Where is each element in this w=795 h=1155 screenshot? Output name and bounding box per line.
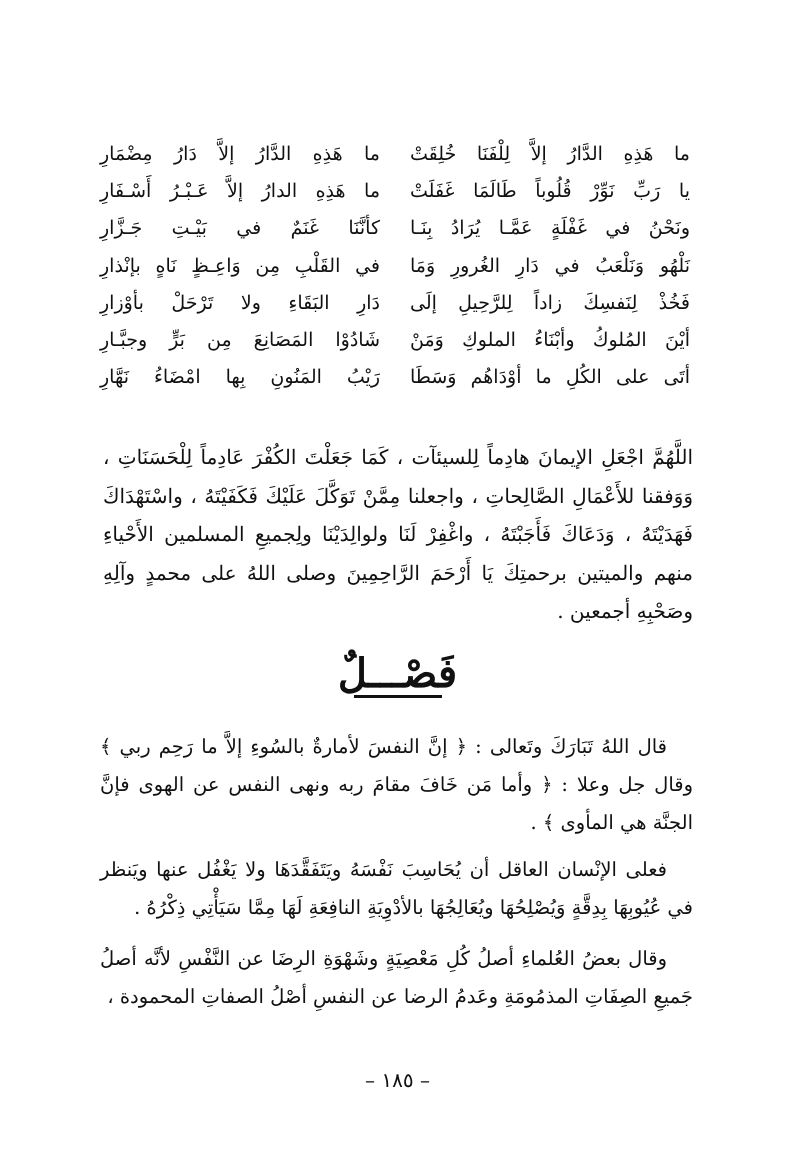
verse-first-hemistich: نَلْهُو وَنَلْعَبُ في دَارِ الغُرورِ وَمَا bbox=[410, 254, 690, 277]
paragraph-scholars-saying: وقال بعضُ العُلماءِ أصلُ كُلِ مَعْصِيَةٍ وشَهْوَةِ الرِضَا عن النَّفْسِ لأنَّه أصلُ جَميعِ الصِفَاتِ المذمُومَةِ وعَدمُ الرضا عن النفسِ أصْلُ الصفاتِ المحمودة ، bbox=[100, 947, 693, 1008]
verse-second-hemistich: دَارِ البَقَاءِ ولا تَرْحَلْ بأوْزارِ bbox=[100, 291, 380, 314]
poem-verse bbox=[100, 284, 690, 321]
verse-second-hemistich: رَيْبُ المَنُونِ بِها امْضَاءُ نَهَّارِ bbox=[100, 366, 380, 389]
verse-second-hemistich: شَادُوْا المَصَانِعَ مِن بَرٍّ وجبَّـارِ bbox=[100, 329, 380, 352]
verse-first-hemistich: ونَحْنُ في غَفْلَةٍ عَمَّـا يُرَادُ بِنَـا bbox=[410, 217, 690, 240]
poem-verse bbox=[100, 247, 690, 284]
verse-second-hemistich: ما هَذِهِ الدارُ إلاَّ عَـبْـرُ أَسْـفَارِ bbox=[100, 179, 380, 202]
poem-verse bbox=[100, 135, 690, 172]
verse-second-hemistich: ما هَذِهِ الدَّارُ إلاَّ دَارُ مِضْمَارِ bbox=[100, 142, 380, 165]
paragraph-self-accounting: فعلى الإنْسان العاقل أن يُحَاسِبَ نَفْسَهُ ويَتَفَقَّدَهَا ولا يَغْفُل عنها ويَنظر في عُيُوبِهَا بِدِقَّةٍ وَيُصْلِحُهَا ويُعَالِجُهَا بالأدْوِيَةِ النافِعَةِ لَهَا مِمَّا سَيَأْتِي ذِكْرُهُ . bbox=[100, 858, 693, 919]
verse-first-hemistich: يا رَبِّ نَوِّرْ قُلُوباً طَالَمَا غَفَلَتْ bbox=[410, 179, 690, 202]
poem-verse bbox=[100, 321, 690, 358]
section-heading bbox=[0, 650, 795, 698]
verse-first-hemistich: أتَى على الكُلِ ما أوْدَاهُم وَسَطَا bbox=[410, 366, 690, 389]
poem-verse bbox=[100, 359, 690, 396]
verse-second-hemistich: كأنَّنَا غَنَمٌ في بَيْـتِ جَـزَّارِ bbox=[100, 217, 380, 240]
verse-second-hemistich: في القَلْبِ مِن وَاعِـظٍ نَاهٍ بإنْذارِ bbox=[100, 254, 380, 277]
paragraph-quran-verses: قال اللهُ تَبَارَكَ وتَعالى : ﴿ إنَّ النفسَ لأمارةٌ بالسُوءِ إلاَّ ما رَحِم ربي ﴾ وقال جل وعلا : ﴿ وأما مَن خَافَ مقامَ ربه ونهى النفس عن الهوى فإنَّ الجنَّة هي المأوى ﴾ . bbox=[100, 735, 693, 834]
prayer-paragraph: اللَّهُمَّ اجْعَلِ الإيمانَ هادِماً لِلسيئآت ، كَمَا جَعَلْتَ الكُفْرَ عَادِماً لِلْحَسَنَاتِ ، وَوَفقنا للأَعْمَالِ الصَّالِحاتِ ، واجعلنا مِمَّنْ تَوَكَّلَ عَلَيْكَ فَكَفَيْتَهُ ، واسْتَهْدَاكَ فَهَدَيْتَهُ ، وَدَعَاكَ فَأَجَبْتَهُ ، واغْفِرْ لَنَا ولوالِدَيْنَا ولِجميعِ المسلمين الأَحْياءِ منهم والميتين برحمتِكَ يَا أَرْحَمَ الرَّاحِمِينَ وصلى اللهُ على محمدٍ وآلِهِ وصَحْبِهِ أجمعين . bbox=[103, 445, 693, 623]
poem-verse bbox=[100, 172, 690, 209]
poem-verse bbox=[100, 210, 690, 247]
page-number: – ١٨٥ – bbox=[365, 1068, 430, 1092]
verse-first-hemistich: فَخُذْ لِنَفسِكَ زاداً لِلرَّحِيلِ إلَى bbox=[410, 291, 690, 314]
verse-first-hemistich: ما هَذِهِ الدَّارُ إلاَّ لِلْفَنَا خُلِقَتْ bbox=[410, 142, 690, 165]
section-heading-text: فَصْـــلٌ bbox=[337, 650, 458, 697]
verse-first-hemistich: أيْنَ المُلوكُ وأبْنَاءُ الملوكِ وَمَنْ bbox=[410, 329, 690, 352]
poem bbox=[100, 135, 690, 396]
